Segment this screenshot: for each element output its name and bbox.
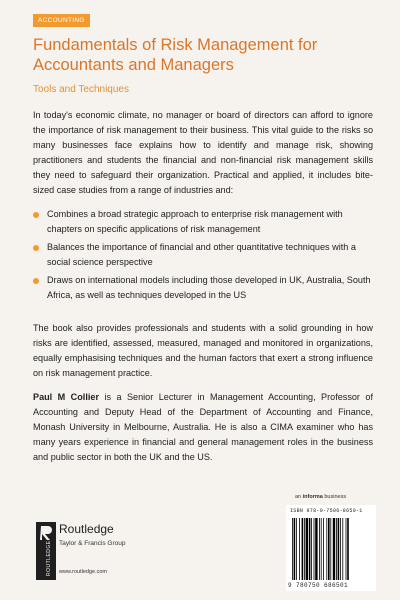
barcode-bar	[292, 518, 293, 580]
barcode-bar	[338, 518, 340, 580]
barcode-bar	[321, 518, 322, 580]
barcode-bar	[294, 518, 296, 580]
barcode-bar	[304, 518, 305, 580]
publisher-group: Taylor & Francis Group	[59, 540, 126, 547]
list-item-text: Draws on international models including those developed in UK, Australia, South Africa, as well as techniques developed in the US	[47, 275, 371, 300]
barcode-bar	[323, 518, 324, 580]
book-title: Fundamentals of Risk Management for Accountants and Managers	[33, 36, 318, 74]
barcode-bar	[306, 518, 308, 580]
feature-list	[33, 207, 373, 306]
bullet-dot-icon	[33, 278, 39, 284]
barcode-bar	[326, 518, 327, 580]
second-paragraph: The book also provides professionals and students with a solid grounding in how risks are identified, assessed, measured, managed and monitored in organizations, equally emphasising techniques and the human factors that exert a strong influence on risk management practice.	[33, 323, 373, 378]
informa-prefix: an	[295, 494, 303, 500]
list-item	[33, 207, 373, 237]
isbn-label: ISBN 978-0-7506-8650-1	[290, 508, 363, 514]
barcode-bar	[336, 518, 337, 580]
barcode-bar	[346, 518, 347, 580]
informa-tagline	[295, 494, 346, 500]
barcode-bar	[314, 518, 315, 580]
author-bio-text: is a Senior Lecturer in Management Accounting, Professor of Accounting and Deputy Head of the Department of Accounting and Finance, Monash University in Melbourne, Australia. He is also a CIMA examiner who has many years experience in financial and general management roles in the business and public sector in both the UK and the US.	[33, 392, 373, 462]
author-bio	[33, 390, 373, 465]
publisher-name: Routledge	[59, 522, 114, 536]
barcode-bar	[333, 518, 335, 580]
list-item	[33, 240, 373, 270]
barcode-bar	[330, 518, 331, 580]
list-item-text: Balances the importance of financial and other quantitative techniques with a social science perspective	[47, 242, 356, 267]
author-name: Paul M Collier	[33, 392, 99, 402]
barcode-bar	[299, 518, 300, 580]
barcode-bar	[342, 518, 343, 580]
barcode-bar	[319, 518, 320, 580]
barcode-bar	[296, 518, 297, 580]
book-subtitle: Tools and Techniques	[33, 84, 129, 95]
barcode-bar	[340, 518, 341, 580]
routledge-logo-icon	[36, 522, 56, 580]
barcode-bar	[311, 518, 312, 580]
publisher-url: www.routledge.com	[59, 569, 107, 575]
list-item-text: Combines a broad strategic approach to enterprise risk management with chapters on specific applications of risk management	[47, 209, 343, 234]
barcode	[286, 505, 376, 591]
bullet-dot-icon	[33, 245, 39, 251]
category-tag: ACCOUNTING	[33, 14, 90, 27]
barcode-bar	[315, 518, 317, 580]
informa-suffix: business	[322, 494, 347, 500]
barcode-bar	[328, 518, 330, 580]
barcode-bar	[309, 518, 311, 580]
logo-wordmark: ROUTLEDGE	[46, 540, 52, 576]
barcode-bars	[290, 518, 372, 580]
bullet-dot-icon	[33, 212, 39, 218]
intro-paragraph: In today's economic climate, no manager or board of directors can afford to ignore the importance of risk management to their business. This vital guide to the risks so many businesses face explains how to identify and manage risk, showing practitioners and students the financial and non-financial risk management skills they need to safeguard their organization. Practical and applied, it includes bite-sized case studies from a range of industries and:	[33, 110, 373, 195]
barcode-number: 9 780750 686501	[288, 582, 349, 589]
barcode-bar	[347, 518, 349, 580]
informa-brand: informa	[302, 494, 323, 500]
list-item	[33, 273, 373, 303]
barcode-bar	[302, 518, 304, 580]
